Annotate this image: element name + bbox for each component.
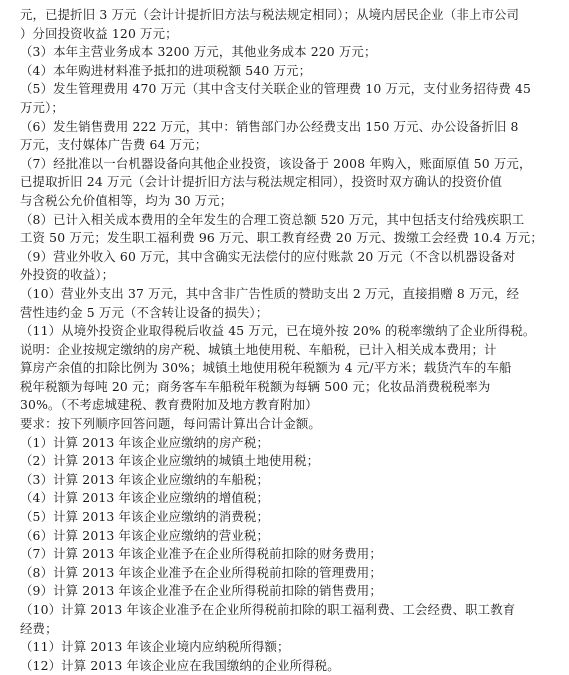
text-line: （3）计算 2013 年该企业应缴纳的车船税； bbox=[20, 471, 269, 487]
text-line: （9）计算 2013 年该企业准予在企业所得税前扣除的销售费用； bbox=[20, 583, 382, 599]
text-line: 工资 50 万元；发生职工福利费 96 万元、职工教育经费 20 万元、拨缴工会经费 10.4 万元； bbox=[20, 230, 543, 246]
text-line: 万元，支付媒体广告费 64 万元； bbox=[20, 137, 208, 153]
text-line: 营性违约金 5 万元（不含转让设备的损失）； bbox=[20, 304, 269, 320]
text-line: （2）计算 2013 年该企业应缴纳的城镇土地使用税； bbox=[20, 453, 320, 469]
text-line: （7）经批准以一台机器设备向其他企业投资，该设备于 2008 年购入，账面原值 50 万元， bbox=[20, 155, 532, 171]
text-line: 税年税额为每吨 20 元；商务客车车船税年税额为每辆 500 元；化妆品消费税税率为 bbox=[20, 378, 491, 394]
text-line: （10）营业外支出 37 万元，其中含非广告性质的赞助支出 2 万元，直接捐赠 8 万元，经 bbox=[20, 285, 520, 301]
text-line: 已提取折旧 24 万元（会计计提折旧方法与税法规定相同），投资时双方确认的投资价值 bbox=[20, 174, 503, 190]
text-line: （5）发生管理费用 470 万元（其中含支付关联企业的管理费 10 万元，支付业务招待费 45 bbox=[20, 81, 532, 97]
text-line: （9）营业外收入 60 万元，其中含确实无法偿付的应付账款 20 万元（不含以机器设备对 bbox=[20, 248, 516, 264]
text-line: （11）计算 2013 年该企业境内应纳税所得额； bbox=[20, 639, 290, 655]
text-line: 与含税公允价值相等，均为 30 万元； bbox=[20, 192, 233, 208]
text-line: 外投资的收益）； bbox=[20, 267, 115, 283]
text-line: （8）已计入相关成本费用的全年发生的合理工资总额 520 万元，其中包括支付给残疾职工 bbox=[20, 211, 525, 227]
text-line: （6）计算 2013 年该企业应缴纳的营业税； bbox=[20, 527, 269, 543]
text-line: 元，已提折旧 3 万元（会计计提折旧方法与税法规定相同）；从境内居民企业（非上市公司 bbox=[20, 7, 520, 22]
text-line: 万元）； bbox=[20, 99, 64, 115]
text-line: （6）发生销售费用 222 万元，其中：销售部门办公经费支出 150 万元、办公设备折旧 8 bbox=[20, 118, 519, 134]
text-line: 要求：按下列顺序回答问题，每问需计算出合计金额。 bbox=[20, 416, 321, 432]
text-line: 经费； bbox=[20, 620, 58, 636]
text-line: 30%。（不考虑城建税、教育费附加及地方教育附加） bbox=[20, 397, 318, 413]
text-line: 说明：企业按规定缴纳的房产税、城镇土地使用税、车船税，已计入相关成本费用；计 bbox=[20, 341, 497, 357]
text-line: （12）计算 2013 年该企业应在我国缴纳的企业所得税。 bbox=[20, 657, 340, 673]
text-line: （10）计算 2013 年该企业准予在企业所得税前扣除的职工福利费、工会经费、职工教育 bbox=[20, 602, 516, 617]
text-line: （3）本年主营业务成本 3200 万元，其他业务成本 220 万元； bbox=[20, 44, 377, 60]
text-line: （8）计算 2013 年该企业准予在企业所得税前扣除的管理费用； bbox=[20, 564, 382, 580]
text-line: （7）计算 2013 年该企业准予在企业所得税前扣除的财务费用； bbox=[20, 546, 382, 562]
text-line: （4）计算 2013 年该企业应缴纳的增值税； bbox=[20, 490, 269, 506]
text-line: ）分回投资收益 120 万元； bbox=[20, 25, 178, 41]
text-line: （11）从境外投资企业取得税后收益 45 万元，已在境外按 20% 的税率缴纳了企业所得税。 bbox=[20, 323, 536, 339]
text-line: （5）计算 2013 年该企业应缴纳的消费税； bbox=[20, 509, 269, 525]
text-line: 算房产余值的扣除比例为 30%；城镇土地使用税年税额为 4 元/平方米；载货汽车的车船 bbox=[20, 360, 512, 376]
text-line: （4）本年购进材料准予抵扣的进项税额 540 万元； bbox=[20, 62, 312, 78]
text-line: （1）计算 2013 年该企业应缴纳的房产税； bbox=[20, 434, 269, 450]
